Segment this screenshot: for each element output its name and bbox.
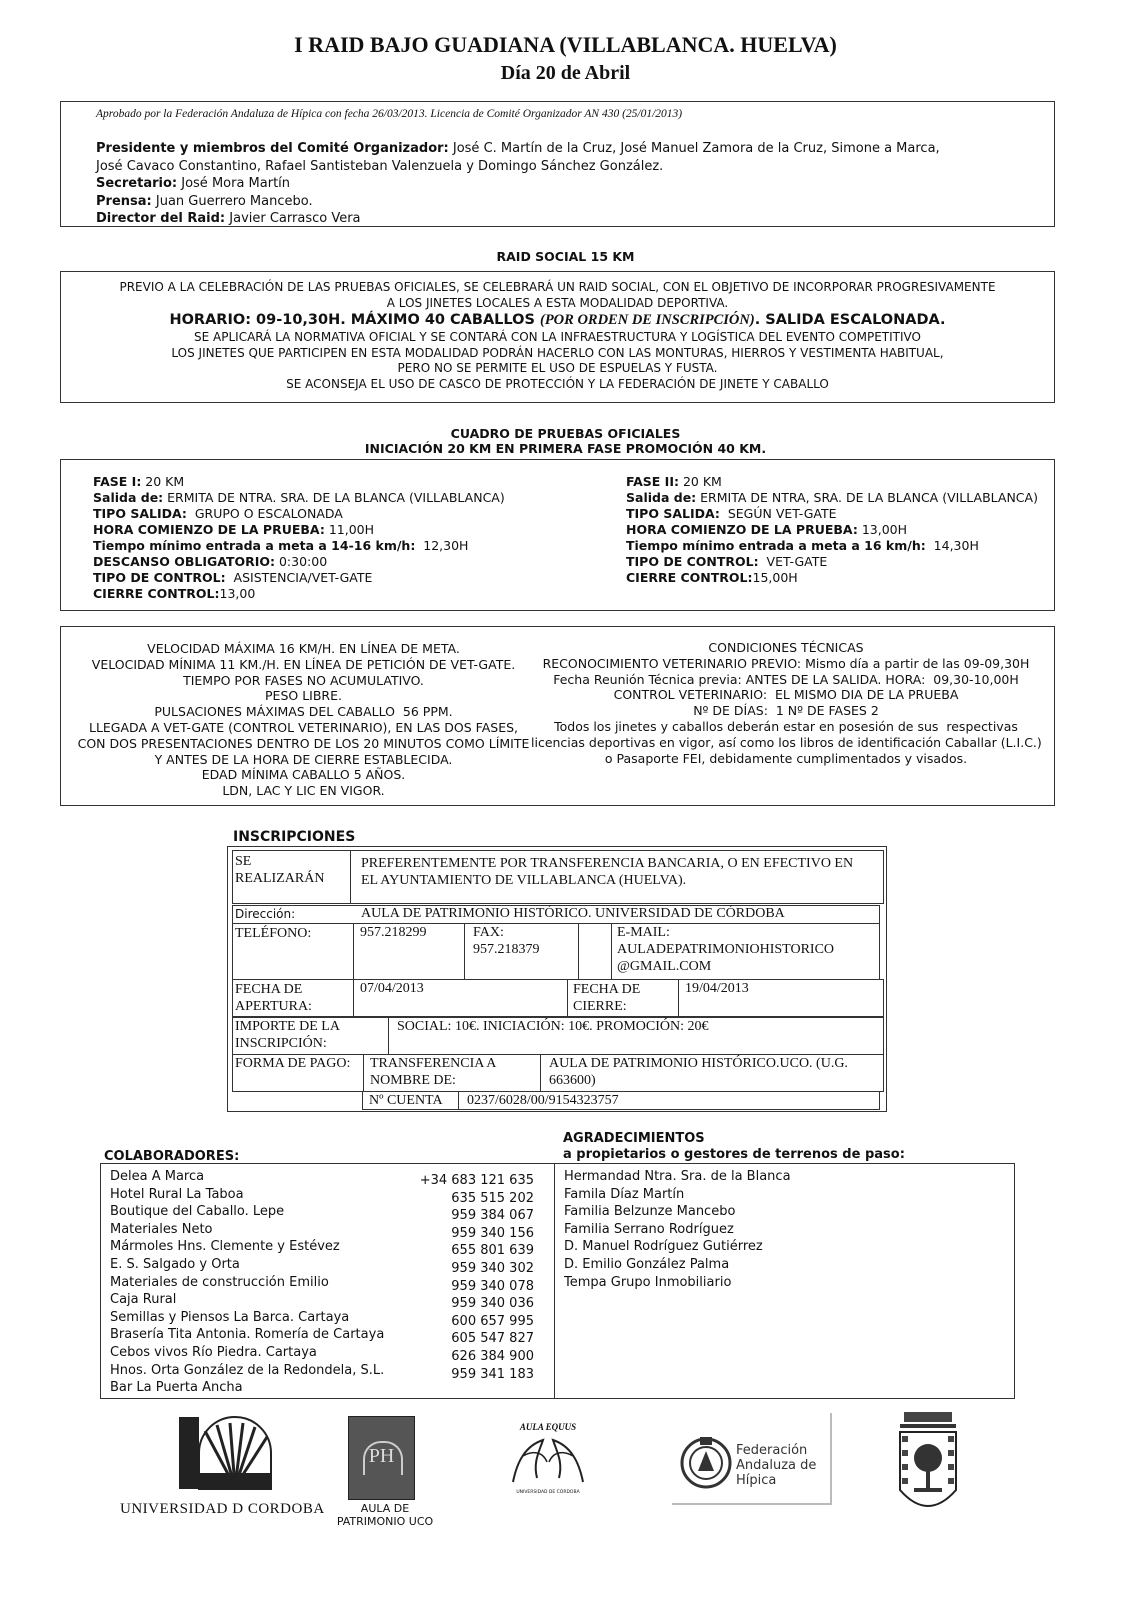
rule-line: EDAD MÍNIMA CABALLO 5 AÑOS. (201, 767, 406, 783)
technical-line: CONDICIONES TÉCNICAS (708, 640, 864, 655)
secretary-value: José Mora Martín (181, 176, 291, 191)
page-title: I RAID BAJO GUADIANA (VILLABLANCA. HUELVA) (294, 32, 837, 57)
collaborator-name: Brasería Tita Antonia. Romería de Cartaya (110, 1327, 385, 1343)
thanks-item: Familia Belzunze Mancebo (564, 1204, 736, 1220)
social-heading: RAID SOCIAL 15 KM (496, 249, 635, 264)
fee-value: SOCIAL: 10€. INICIACIÓN: 10€. PROMOCIÓN: 20€ (388, 1018, 883, 1054)
open-value: 07/04/2013 (353, 980, 568, 1016)
phase-row-value: 0:30:00 (275, 554, 328, 569)
thanks-item: Tempa Grupo Inmobiliario (564, 1274, 732, 1290)
open-label: FECHA DE APERTURA: (235, 982, 312, 1014)
social-line: LOS JINETES QUE PARTICIPEN EN ESTA MODALIDAD PODRÁN HACERLO CON LAS MONTURAS, HIERROS Y VESTIMENTA HABITUAL, (171, 345, 944, 360)
thanks-heading: AGRADECIMIENTOS a propietarios o gestores de terrenos de paso: (563, 1131, 905, 1162)
technical-line: Fecha Reunión Técnica previa: ANTES DE LA SALIDA. HORA: 09,30-10,00H (553, 671, 1019, 687)
social-schedule: HORARIO: 09-10,30H. MÁXIMO 40 CABALLOS (POR ORDEN DE INSCRIPCIÓN). SALIDA ESCALONADA. (169, 312, 946, 328)
collaborator-phone: 626 384 900 (451, 1348, 534, 1364)
se-value: PREFERENTEMENTE POR TRANSFERENCIA BANCARIA, O EN EFECTIVO EN EL AYUNTAMIENTO DE VILLABLANCA (HUELVA). (361, 856, 854, 888)
phase-row-value: VET-GATE (758, 554, 828, 569)
press-label: Prensa: (96, 193, 152, 209)
collaborator-name: Hnos. Orta González de la Redondela, S.L. (110, 1362, 385, 1378)
phase-row-label: TIPO SALIDA: (93, 506, 187, 521)
phase-row-value: 13,00 (219, 586, 256, 601)
collaborators-box (100, 1163, 555, 1399)
row-address (232, 905, 880, 924)
page-subtitle: Día 20 de Abril (500, 62, 631, 84)
rule-line: CON DOS PRESENTACIONES DENTRO DE LOS 20 MINUTOS COMO LÍMITE (77, 735, 530, 751)
federacion-andaluza-logo (672, 1413, 832, 1505)
uco-emblem-icon (175, 1413, 275, 1491)
phase-row-value: ERMITA DE NTRA, SRA. DE LA BLANCA (VILLABLANCA) (696, 490, 1038, 505)
phase-row (626, 490, 1038, 506)
fee-label: IMPORTE DE LA INSCRIPCIÓN: (235, 1019, 340, 1051)
rule-line: LDN, LAC Y LIC EN VIGOR. (222, 783, 385, 799)
collaborator-phone: 655 801 639 (451, 1243, 534, 1259)
social-line: PERO NO SE PERMITE EL USO DE ESPUELAS Y FUSTA. (397, 361, 718, 375)
transfer-value: AULA DE PATRIMONIO HISTÓRICO.UCO. (U.G. 663600) (549, 1056, 848, 1088)
collaborator-phone: 959 340 302 (451, 1260, 534, 1276)
collaborator-name: Materiales de construcción Emilio (110, 1274, 329, 1290)
pay-label: FORMA DE PAGO: (235, 1056, 351, 1071)
thanks-item: Famila Díaz Martín (564, 1186, 685, 1202)
federation-label: Federación Andaluza de Hípica (736, 1443, 817, 1488)
rule-line: TIEMPO POR FASES NO ACUMULATIVO. (183, 672, 424, 688)
social-line: PREVIO A LA CELEBRACIÓN DE LAS PRUEBAS OFICIALES, SE CELEBRARÁ UN RAID SOCIAL, CON EL OBJETIVO DE INCORPORAR PROGRESIVAMENTE (119, 280, 996, 294)
close-label: FECHA DE CIERRE: (573, 982, 641, 1014)
phase-row (626, 474, 1038, 490)
collaborator-phone: 959 340 078 (451, 1278, 534, 1294)
collaborator-name: Materiales Neto (110, 1221, 213, 1237)
official-heading: CUADRO DE PRUEBAS OFICIALES INICIACIÓN 20 KM EN PRIMERA FASE PROMOCIÓN 40 KM. (364, 426, 767, 456)
horses-icon (503, 1432, 593, 1490)
account-label: Nº CUENTA (363, 1092, 459, 1109)
row-se (232, 850, 884, 904)
rules-list (61, 641, 546, 799)
collaborator-phone: 959 340 036 (451, 1296, 534, 1312)
registration-heading: INSCRIPCIONES (233, 829, 356, 845)
phase-row (93, 570, 505, 586)
phase-row-value: 12,30H (415, 538, 469, 553)
collaborator-name: E. S. Salgado y Orta (110, 1256, 240, 1272)
close-value: 19/04/2013 (678, 980, 883, 1016)
committee-box (60, 101, 1055, 227)
aula-equus-logo: AULA EQUUS UNIVERSIDAD DE CÓRDOBA (498, 1412, 598, 1500)
phase-row-label: CIERRE CONTROL: (93, 586, 220, 601)
phase-row (93, 506, 505, 522)
phase-row (626, 538, 1038, 554)
phase-row-label: HORA COMIENZO DE LA PRUEBA: (626, 522, 858, 537)
rule-line: VELOCIDAD MÁXIMA 16 KM/H. EN LÍNEA DE META. (147, 641, 460, 656)
collaborators-heading: COLABORADORES: (104, 1149, 240, 1164)
row-fee (232, 1017, 884, 1055)
phase-row-label: Salida de: (626, 490, 697, 505)
ph-emblem-icon: PH (348, 1416, 415, 1500)
collaborator-phone: 959 341 183 (451, 1366, 534, 1382)
thanks-item: D. Emilio González Palma (564, 1256, 730, 1272)
transfer-label: TRANSFERENCIA A NOMBRE DE: (363, 1055, 541, 1091)
technical-line: licencias deportivas en vigor, así como los libros de identificación Caballar (L.I.C.) (531, 734, 1042, 750)
thanks-box (555, 1163, 1015, 1399)
fax-cell: FAX: 957.218379 (473, 925, 540, 957)
phase-row (93, 554, 505, 570)
collaborator-phone: +34 683 121 635 (419, 1173, 534, 1188)
phase-row-label: Tiempo mínimo entrada a meta a 14-16 km/h: (93, 538, 416, 553)
phase-row-label: TIPO DE CONTROL: (93, 570, 226, 585)
phase-row (93, 490, 505, 506)
collaborator-name: Caja Rural (110, 1292, 177, 1308)
phase-row-value: ERMITA DE NTRA. SRA. DE LA BLANCA (VILLABLANCA) (163, 490, 505, 505)
collaborator-name: Bar La Puerta Ancha (110, 1380, 243, 1396)
phase-row-value: 11,00H (324, 522, 375, 537)
social-line: SE ACONSEJA EL USO DE CASCO DE PROTECCIÓN Y LA FEDERACIÓN DE JINETE Y CABALLO (286, 376, 829, 391)
collaborator-name: Semillas y Piensos La Barca. Cartaya (110, 1309, 350, 1325)
phase-row (93, 538, 505, 554)
collaborator-phone: 600 657 995 (451, 1313, 534, 1329)
thanks-list (564, 1168, 791, 1291)
technical-line: o Pasaporte FEI, debidamente cumplimentados y visados. (604, 750, 968, 766)
phase-row (93, 474, 505, 490)
phase2-list (626, 474, 1038, 586)
rule-line: LLEGADA A VET-GATE (CONTROL VETERINARIO), EN LAS DOS FASES, (88, 719, 519, 735)
collaborator-phone: 959 384 067 (451, 1208, 534, 1224)
director-label: Director del Raid: (96, 211, 226, 226)
president-value: José C. Martín de la Cruz, José Manuel Zamora de la Cruz, Simone a Marca, (452, 141, 940, 156)
phases-box (60, 459, 1055, 611)
aula-patrimonio-logo (330, 1416, 450, 1531)
row-phone (232, 923, 880, 980)
phase-row-label: Tiempo mínimo entrada a meta a 16 km/h: (626, 538, 926, 553)
phase-row (626, 506, 1038, 522)
coat-of-arms-icon (892, 1410, 964, 1528)
uco-label: UNIVERSIDAD D CORDOBA (120, 1501, 325, 1517)
address-label: Dirección: (235, 907, 296, 921)
committee-members (96, 140, 940, 228)
technical-line: RECONOCIMIENTO VETERINARIO PREVIO: Mismo día a partir de las 09-09,30H (542, 655, 1030, 671)
phase-row-value: 20 KM (141, 474, 185, 489)
registration-table-frame (227, 846, 887, 1112)
approval-text: Aprobado por la Federación Andaluza de Hípica con fecha 26/03/2013. Licencia de Comité Organizador AN 430 (25/01/2013) (96, 108, 683, 120)
phase-row (626, 522, 1038, 538)
phase-row-label: FASE I: (93, 474, 142, 489)
phase-row-value: 15,00H (752, 570, 798, 585)
row-account (362, 1091, 880, 1110)
rules-box (60, 626, 1055, 806)
phase-row-value: 13,00H (857, 522, 908, 537)
phase-row-label: TIPO SALIDA: (626, 506, 720, 521)
social-box (60, 271, 1055, 403)
technical-list (531, 640, 1041, 766)
rule-line: VELOCIDAD MÍNIMA 11 KM./H. EN LÍNEA DE PETICIÓN DE VET-GATE. (91, 656, 516, 672)
press-value: Juan Guerrero Mancebo. (155, 193, 313, 209)
collaborator-phone: 605 547 827 (451, 1331, 534, 1347)
director-value: Javier Carrasco Vera (229, 211, 361, 226)
collaborator-phone: 635 515 202 (451, 1190, 534, 1206)
phase-row-label: DESCANSO OBLIGATORIO: (93, 554, 275, 569)
villablanca-coat-of-arms (892, 1410, 964, 1528)
phase1-list (93, 474, 505, 602)
universidad-cordoba-logo (120, 1413, 325, 1528)
phase-row (626, 570, 1038, 586)
federation-emblem-icon (678, 1435, 734, 1491)
phase-row-label: HORA COMIENZO DE LA PRUEBA: (93, 522, 325, 537)
technical-line: Todos los jinetes y caballos deberán estar en posesión de sus respectivas (554, 718, 1018, 734)
thanks-item: D. Manuel Rodríguez Gutiérrez (564, 1239, 763, 1255)
phase-row (93, 586, 505, 602)
phase-row-label: CIERRE CONTROL: (626, 570, 753, 585)
phone-value: 957.218299 (353, 924, 465, 979)
collaborator-name: Hotel Rural La Taboa (110, 1186, 244, 1202)
phase-row-label: TIPO DE CONTROL: (626, 554, 759, 569)
address-value: AULA DE PATRIMONIO HISTÓRICO. UNIVERSIDAD DE CÓRDOBA (361, 906, 785, 921)
phase-row-label: Salida de: (93, 490, 164, 505)
collaborator-name: Cebos vivos Río Piedra. Cartaya (110, 1344, 317, 1360)
social-line: A LOS JINETES LOCALES A ESTA MODALIDAD DEPORTIVA. (386, 295, 729, 310)
social-line: SE APLICARÁ LA NORMATIVA OFICIAL Y SE CONTARÁ CON LA INFRAESTRUCTURA Y LOGÍSTICA DEL EVENTO COMPETITIVO (194, 330, 921, 344)
phase-row-value: GRUPO O ESCALONADA (186, 506, 343, 521)
secretary-label: Secretario: (96, 176, 178, 191)
row-dates (232, 979, 884, 1017)
thanks-item: Familia Serrano Rodríguez (564, 1221, 734, 1237)
collaborators-names (110, 1168, 384, 1397)
account-value: 0237/6028/00/9154323757 (467, 1093, 619, 1108)
technical-line: CONTROL VETERINARIO: EL MISMO DIA DE LA PRUEBA (613, 687, 959, 703)
row-payment (232, 1054, 884, 1092)
collaborator-name: Boutique del Caballo. Lepe (110, 1204, 285, 1220)
phase-row-value: ASISTENCIA/VET-GATE (225, 570, 373, 585)
rule-line: PESO LIBRE. (265, 688, 342, 704)
collaborator-name: Delea A Marca (110, 1169, 205, 1184)
collaborator-name: Mármoles Hns. Clemente y Estévez (110, 1239, 340, 1255)
collaborator-phone: 959 340 156 (451, 1225, 534, 1241)
rule-line: Y ANTES DE LA HORA DE CIERRE ESTABLECIDA. (154, 751, 453, 767)
technical-line: Nº DE DÍAS: 1 Nº DE FASES 2 (693, 703, 879, 719)
phase-row (626, 554, 1038, 570)
phase-row-value: 14,30H (925, 538, 979, 553)
president-value-2: José Cavaco Constantino, Rafael Santisteban Valenzuela y Domingo Sánchez González. (96, 158, 664, 174)
phone-label: TELÉFONO: (235, 926, 312, 941)
phase-row-value: 20 KM (678, 474, 722, 489)
se-label: SE REALIZARÁN (233, 851, 351, 903)
phase-row-label: FASE II: (626, 474, 679, 489)
thanks-item: Hermandad Ntra. Sra. de la Blanca (564, 1169, 791, 1184)
email-cell: E-MAIL: AULADEPATRIMONIOHISTORICO @GMAIL.COM (617, 925, 835, 974)
collaborator-phone (420, 1383, 534, 1401)
president-label: Presidente y miembros del Comité Organizador: (96, 141, 449, 156)
collaborators-phones (420, 1172, 534, 1401)
aula-label: AULA DE PATRIMONIO UCO (336, 1502, 434, 1528)
rule-line: PULSACIONES MÁXIMAS DEL CABALLO 56 PPM. (154, 704, 453, 720)
phase-row (93, 522, 505, 538)
phase-row-value: SEGÚN VET-GATE (719, 506, 837, 521)
